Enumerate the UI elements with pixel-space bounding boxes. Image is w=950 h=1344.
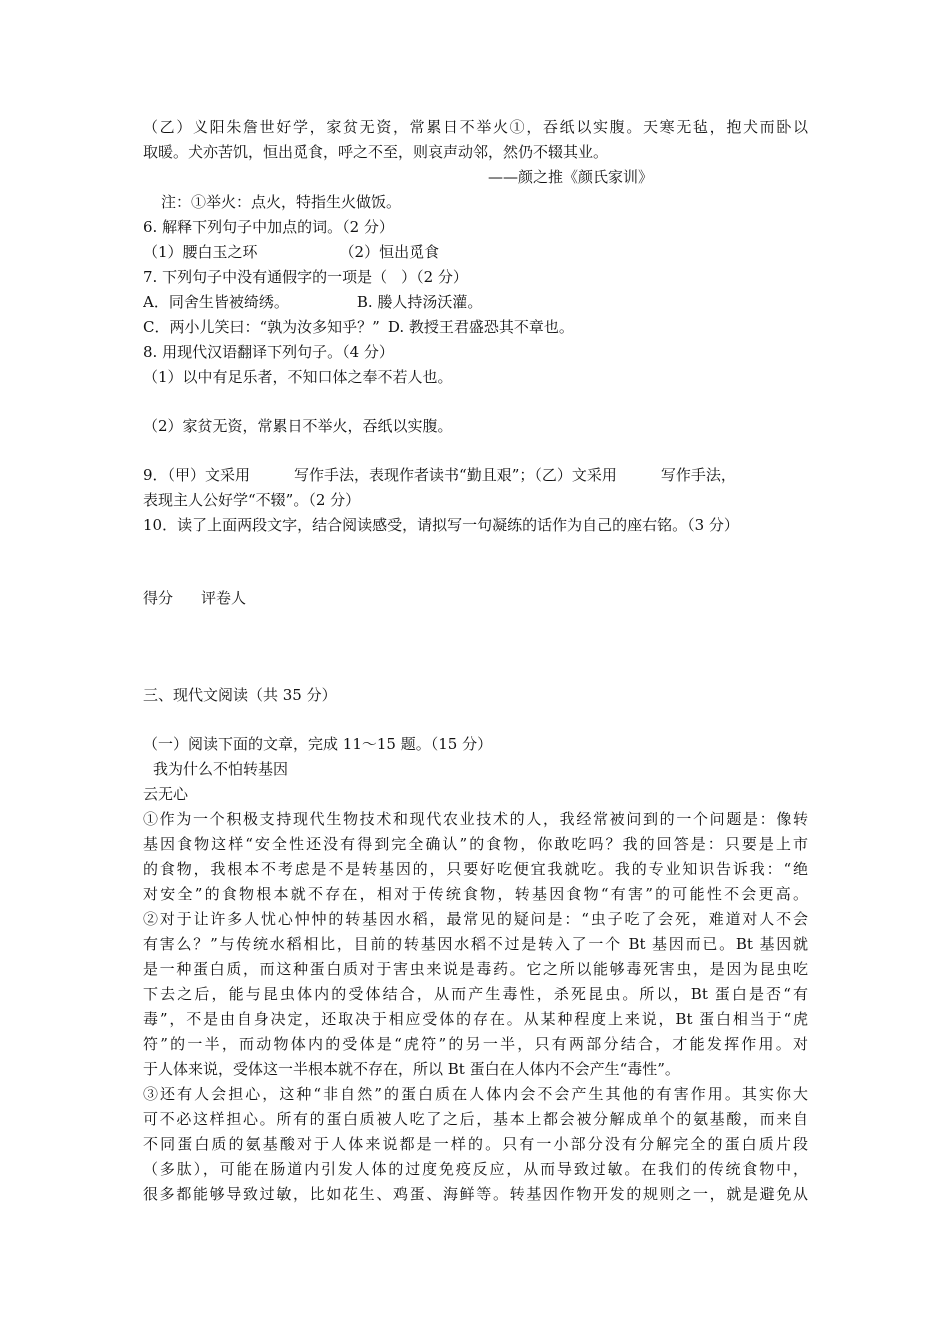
q9-part-2: 写作手法，表现作者读书“勤且艰”；（乙）文采用 <box>294 466 617 484</box>
question-10 <box>143 513 808 538</box>
article-line: （多肽），可能在肠道内引发人体的过度免疫反应，从而导致过敏。在我们的传统食物中， <box>143 1160 808 1178</box>
q9-part-3: 写作手法， <box>660 466 736 484</box>
passage-yi-line-1: （乙）义阳朱詹世好学，家贫无资，常累日不举火①，吞纸以实腹。天寒无毡，抱犬而卧以 <box>143 118 808 136</box>
article-line: 于人体来说，受体这一半根本就不存在，所以 Bt 蛋白在人体内不会产生“毒性”。 <box>143 1060 680 1078</box>
q7-stem <box>143 265 808 290</box>
q7-option-a: A．同舍生皆被绮绣。 <box>143 293 289 311</box>
article-line: ②对于让许多人忧心忡忡的转基因水稻，最常见的疑问是：“虫子吃了会死，难道对人不会 <box>143 910 808 928</box>
article-line: 毒”，不是由自身决定，还取决于相应受体的存在。从某种程度上来说，Bt 蛋白相当于“虎 <box>143 1010 808 1028</box>
article-author: 云无心 <box>143 785 189 803</box>
q8-item-1: （1）以中有足乐者，不知口体之奉不若人也。 <box>143 368 453 386</box>
score-box <box>143 586 808 611</box>
article-line: 是一种蛋白质，而这种蛋白质对于害虫来说是毒药。它之所以能够毒死害虫，是因为昆虫吃 <box>143 960 808 978</box>
section-3-heading: 三、现代文阅读（共 35 分） <box>143 686 337 704</box>
q7-option-d: D. 教授王君盛恐其不章也。 <box>387 318 574 336</box>
article-title: 我为什么不怕转基因 <box>153 760 289 778</box>
q7-option-b: B. 媵人持汤沃灌。 <box>356 293 483 311</box>
q9-line-2: 表现主人公好学“不辍”。（2 分） <box>143 491 361 509</box>
article-body <box>143 807 808 1207</box>
article-line: 可不必这样担心。所有的蛋白质被人吃了之后，基本上都会被分解成单个的氨基酸，而来自 <box>143 1110 808 1128</box>
q7-stem-b: ）（2 分） <box>401 268 468 286</box>
q9-line-1 <box>143 463 808 488</box>
q7-option-c: C．两小儿笑曰：“孰为汝多知乎？” <box>143 318 380 336</box>
passage-yi <box>143 115 808 215</box>
q7-stem-a: 7. 下列句子中没有通假字的一项是（ <box>143 268 388 286</box>
q10-text: 10．读了上面两段文字，结合阅读感受，请拟写一句凝练的话作为自己的座右铭。（3 分） <box>143 516 739 534</box>
article-line: 对安全”的食物根本就不存在，相对于传统食物，转基因食物“有害”的可能性不会更高。 <box>143 885 808 903</box>
q8-stem: 8. 用现代汉语翻译下列句子。（4 分） <box>143 343 394 361</box>
grader-label: 评卷人 <box>201 589 247 607</box>
question-9 <box>143 463 808 513</box>
article-line: 不同蛋白质的氨基酸对于人体来说都是一样的。只有一小部分没有分解完全的蛋白质片段 <box>143 1135 808 1153</box>
passage-yi-source: ——颜之推《颜氏家训》 <box>488 168 654 186</box>
article-line: 的食物，我根本不考虑是不是转基因的，只要好吃便宜我就吃。我的专业知识告诉我：“绝 <box>143 860 808 878</box>
q6-items <box>143 240 808 265</box>
article-line: 下去之后，能与昆虫体内的受体结合，从而产生毒性，杀死昆虫。所以，Bt 蛋白是否“有 <box>143 985 808 1003</box>
section-3-subheading: （一）阅读下面的文章，完成 11～15 题。（15 分） <box>143 735 493 753</box>
question-7 <box>143 265 808 340</box>
article-line: 有害么？”与传统水稻相比，目前的转基因水稻不过是转入了一个 Bt 基因而已。Bt 基因就 <box>143 935 808 953</box>
passage-yi-line-2: 取暖。犬亦苦饥，恒出觅食，呼之不至，则哀声动邻，然仍不辍其业。 <box>143 143 609 161</box>
q6-item-2: （2）恒出觅食 <box>339 243 440 261</box>
passage-yi-note: 注：①举火：点火，特指生火做饭。 <box>161 193 402 211</box>
article-line: 很多都能够导致过敏，比如花生、鸡蛋、海鲜等。转基因作物开发的规则之一，就是避免从 <box>143 1185 808 1203</box>
article-line: 基因食物这样“安全性还没有得到完全确认”的食物，你敢吃吗？我的回答是：只要是上市 <box>143 835 808 853</box>
q6-item-1: （1）腰白玉之环 <box>143 243 258 261</box>
q7-options-cd <box>143 315 808 340</box>
question-6 <box>143 215 808 265</box>
q9-part-1: 9．（甲）文采用 <box>143 466 251 484</box>
question-8 <box>143 340 808 439</box>
q8-item-2: （2）家贫无资，常累日不举火，吞纸以实腹。 <box>143 417 453 435</box>
article-line: 符”的一半，而动物体内的受体是“虎符”的另一半，只有两部分结合，才能发挥作用。对 <box>143 1035 808 1053</box>
article-line: ①作为一个积极支持现代生物技术和现代农业技术的人，我经常被问到的一个问题是：像转 <box>143 810 808 828</box>
article-line: ③还有人会担心，这种“非自然”的蛋白质在人体内会不会产生其他的有害作用。其实你大 <box>143 1085 808 1103</box>
q7-options-ab <box>143 290 808 315</box>
q6-stem: 6. 解释下列句子中加点的词。（2 分） <box>143 218 394 236</box>
score-label: 得分 <box>143 589 174 607</box>
